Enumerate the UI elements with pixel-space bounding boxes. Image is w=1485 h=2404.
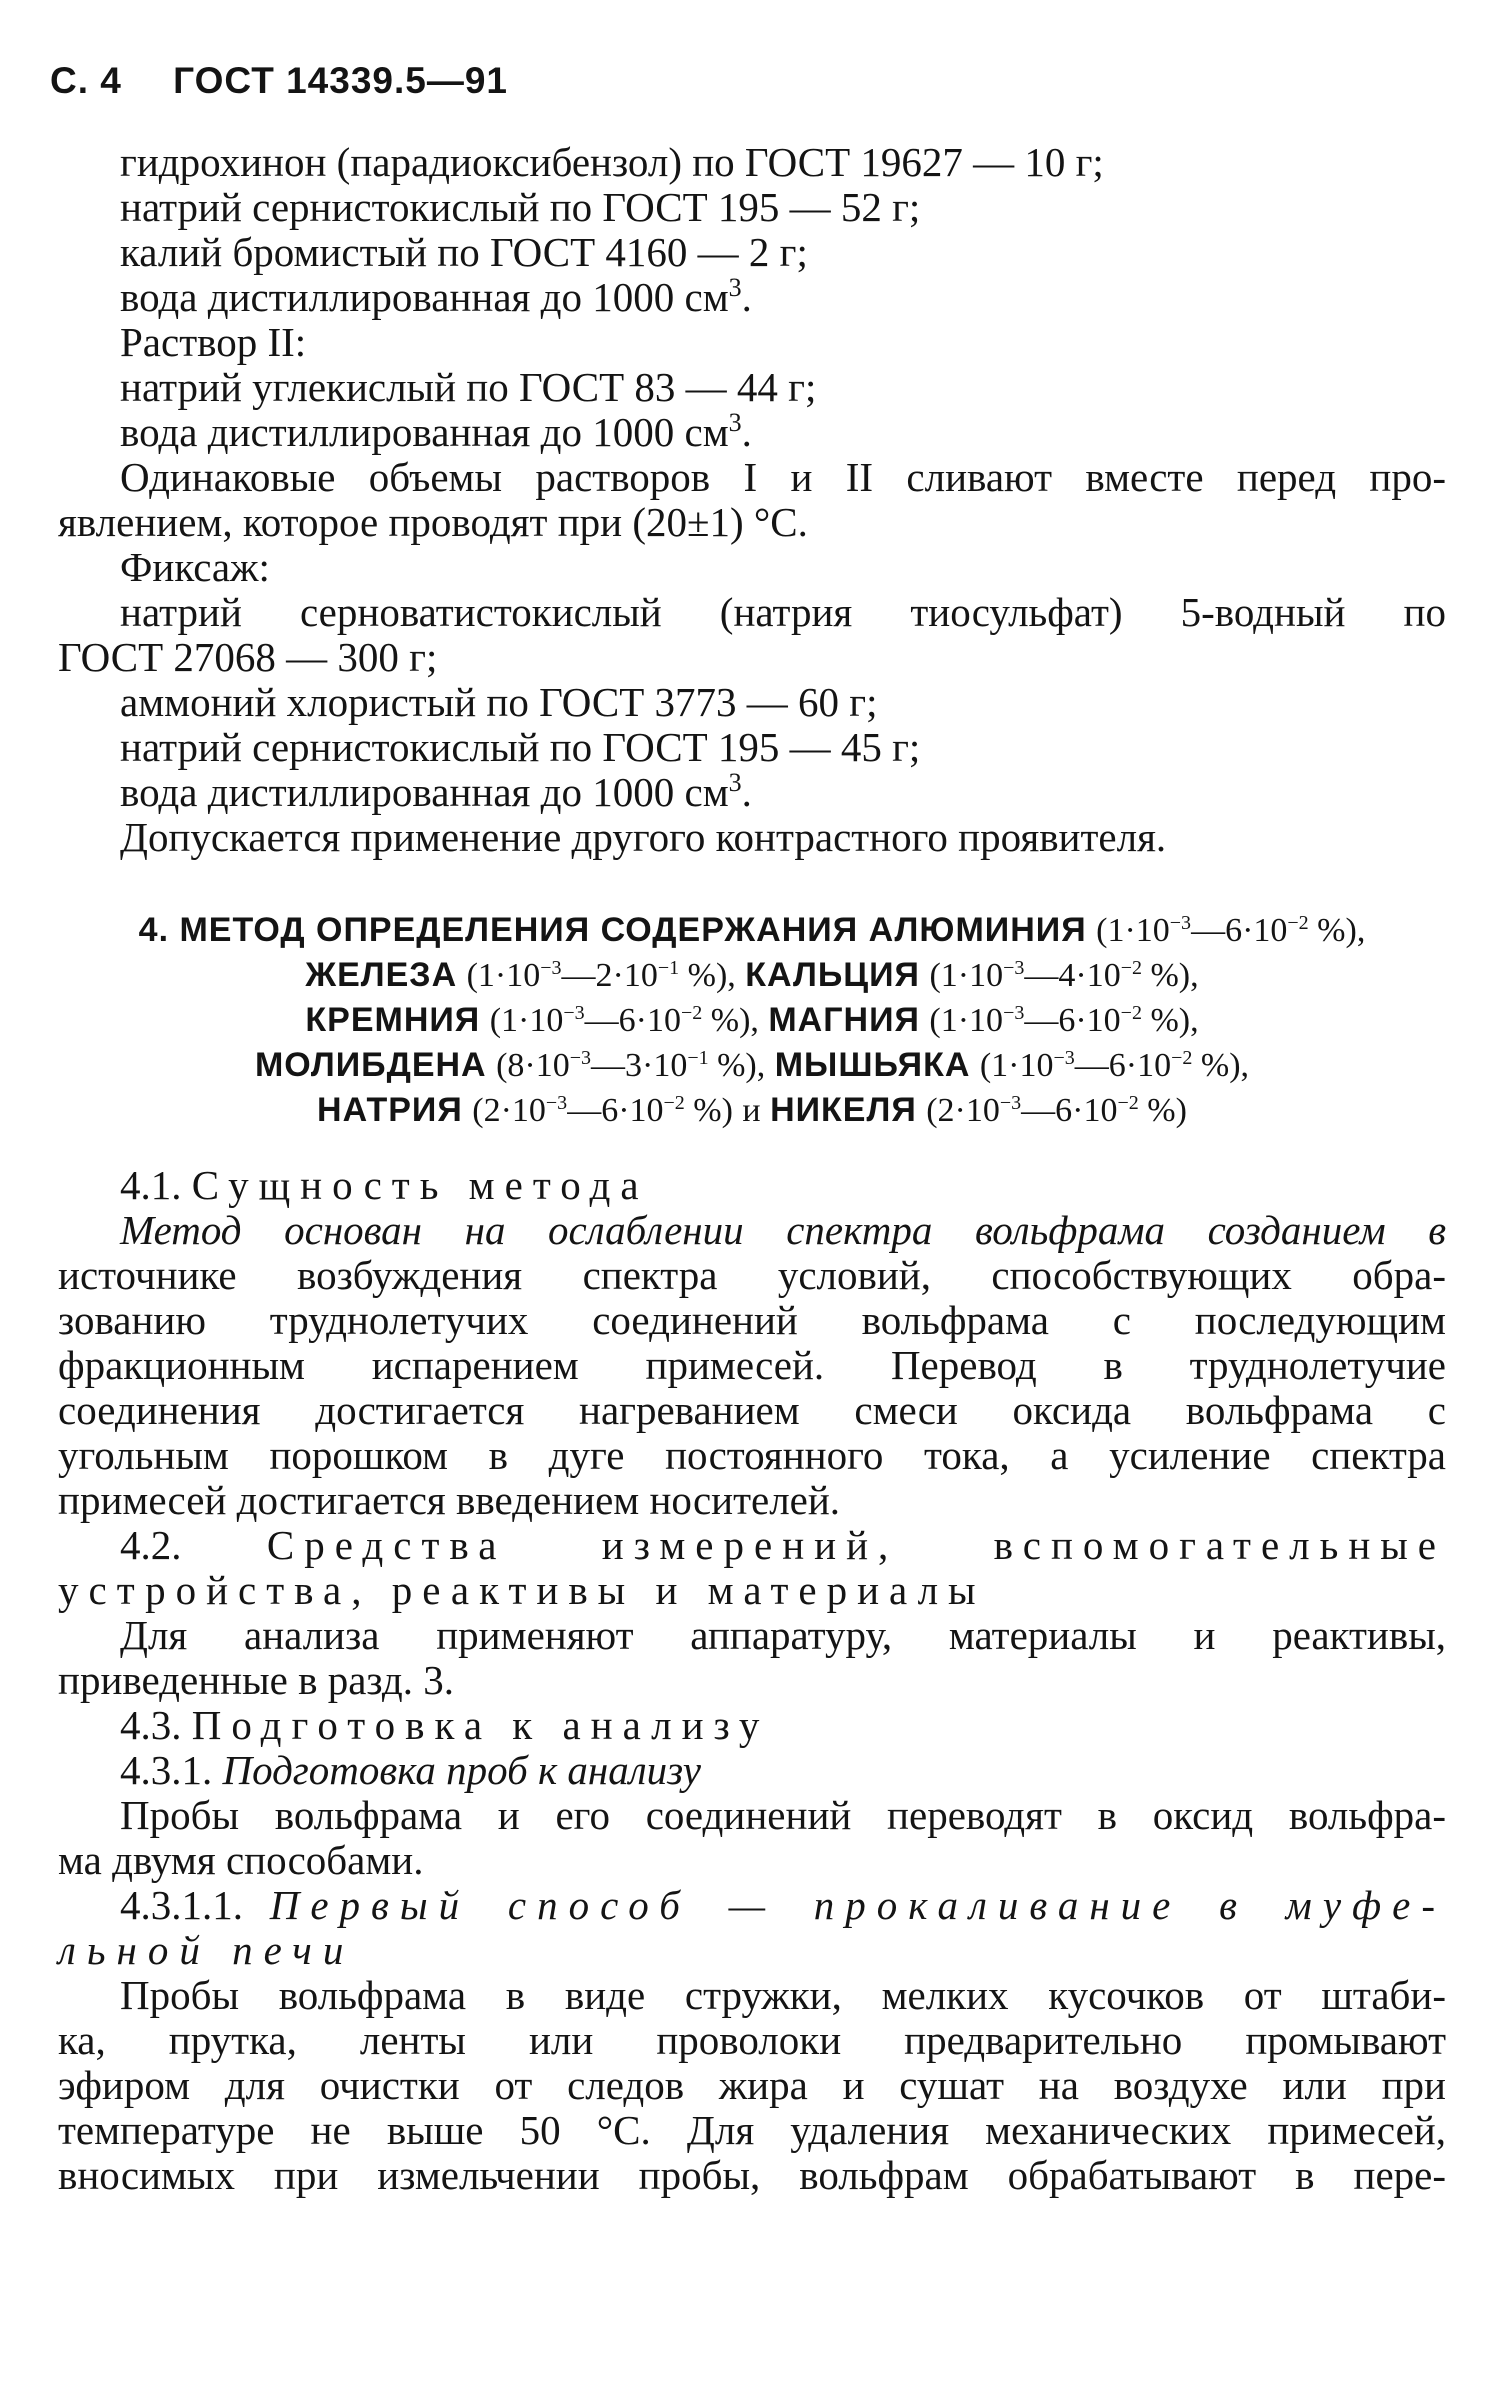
text-line: угольным порошком в дуге постоянного тока, а усиление спектра <box>58 1432 1446 1478</box>
heading-text: КРЕМНИЯ <box>305 1001 481 1039</box>
subsection-title: 4.2. Средства измерений, вспомогательные <box>120 1522 1447 1568</box>
text-line: соединения достигается нагреванием смеси оксида вольфрама с <box>58 1387 1446 1433</box>
period: . <box>741 769 752 815</box>
text-line: Для анализа применяют аппаратуру, материалы и реактивы, <box>120 1612 1446 1658</box>
text-line: натрий сернистокислый по ГОСТ 195 — 52 г; <box>120 184 921 230</box>
document-body <box>58 140 1446 2198</box>
heading-text: КАЛЬЦИЯ <box>745 956 920 994</box>
heading-range: ($1\cdot 10^{-3}—2\cdot 10^{-1}$ %), <box>466 957 736 994</box>
superscript: 3 <box>728 273 742 302</box>
text-line <box>58 410 1446 455</box>
heading-range: ($8\cdot 10^{-3}—3\cdot 10^{-1}$ %), <box>496 1047 766 1084</box>
text-segment: вода дистиллированная до 1000 см <box>120 769 729 815</box>
text-segment: вода дистиллированная до 1000 см <box>120 409 729 455</box>
superscript: 3 <box>728 408 742 437</box>
heading-range: ($2\cdot 10^{-3}—6\cdot 10^{-2}$ %) <box>926 1092 1187 1129</box>
heading-text: ЖЕЛЕЗА <box>305 956 458 994</box>
text-line: аммоний хлористый по ГОСТ 3773 — 60 г; <box>120 679 878 725</box>
heading-text: НАТРИЯ <box>317 1091 463 1129</box>
standard-number: ГОСТ 14339.5—91 <box>173 60 508 101</box>
text-line: Пробы вольфрама в виде стружки, мелких кусочков от штаби- <box>120 1972 1446 2018</box>
heading-text: МОЛИБДЕНА <box>254 1046 487 1084</box>
text-line <box>58 275 1446 320</box>
subsection-title: 4.3.1.1. Первый способ — прокаливание в муфе- <box>120 1882 1446 1928</box>
subsection-title: 4.1. Сущность метода <box>120 1162 649 1208</box>
heading-line <box>58 1088 1446 1133</box>
text-line: калий бромистый по ГОСТ 4160 — 2 г; <box>120 229 808 275</box>
text-line: Фиксаж: <box>120 544 270 590</box>
heading-line <box>58 953 1446 998</box>
text-line: зованию труднолетучих соединений вольфрама с последующим <box>58 1297 1446 1343</box>
heading-range: ($2\cdot 10^{-3}—6\cdot 10^{-2}$ %) <box>472 1092 733 1129</box>
heading-range: ($1\cdot 10^{-3}—6\cdot 10^{-2}$ %), <box>1096 912 1366 949</box>
heading-text: 4. МЕТОД ОПРЕДЕЛЕНИЯ СОДЕРЖАНИЯ АЛЮМИНИЯ <box>138 911 1087 949</box>
text-line: температуре не выше 50 °С. Для удаления механических примесей, <box>58 2107 1446 2153</box>
heading-range: ($1\cdot 10^{-3}—6\cdot 10^{-2}$ %), <box>489 1002 759 1039</box>
heading-line <box>58 1043 1446 1088</box>
heading-conjunction: и <box>742 1092 761 1129</box>
subsection-title: 4.3.1. Подготовка проб к анализу <box>120 1747 702 1793</box>
heading-range: ($1\cdot 10^{-3}—6\cdot 10^{-2}$ %), <box>979 1047 1250 1084</box>
text-line: Метод основан на ослаблении спектра вольфрама созданием в <box>120 1207 1446 1253</box>
page-number: С. 4 <box>50 60 122 101</box>
text-line: натрий сернистокислый по ГОСТ 195 — 45 г; <box>120 724 921 770</box>
text-line: Допускается применение другого контрастного проявителя. <box>120 814 1167 860</box>
text-segment: вода дистиллированная до 1000 см <box>120 274 729 320</box>
heading-text: МЫШЬЯКА <box>774 1046 971 1084</box>
heading-line <box>58 998 1446 1043</box>
text-line: примесей достигается введением носителей. <box>58 1477 841 1523</box>
text-line: ма двумя способами. <box>58 1837 424 1883</box>
text-line: вносимых при измельчении пробы, вольфрам обрабатывают в пере- <box>58 2152 1446 2198</box>
spacer <box>58 860 1446 908</box>
period: . <box>741 409 752 455</box>
spacer <box>58 1133 1446 1163</box>
text-line: Пробы вольфрама и его соединений переводят в оксид вольфра- <box>120 1792 1446 1838</box>
heading-text: МАГНИЯ <box>768 1001 920 1039</box>
superscript: 3 <box>728 768 742 797</box>
section-heading <box>58 908 1446 1133</box>
text-line: натрий серноватистокислый (натрия тиосульфат) 5-водный по <box>120 589 1446 635</box>
text-line: приведенные в разд. 3. <box>58 1657 454 1703</box>
text-line: источнике возбуждения спектра условий, способствующих обра- <box>58 1252 1446 1298</box>
heading-line <box>58 908 1446 953</box>
subsection-title: устройства, реактивы и материалы <box>58 1567 986 1613</box>
text-line: ГОСТ 27068 — 300 г; <box>58 634 438 680</box>
text-line: Раствор II: <box>120 319 307 365</box>
subsection-title: 4.3. Подготовка к анализу <box>120 1702 770 1748</box>
text-line <box>58 770 1446 815</box>
text-line: эфиром для очистки от следов жира и сушат на воздухе или при <box>58 2062 1446 2108</box>
heading-range: ($1\cdot 10^{-3}—4\cdot 10^{-2}$ %), <box>929 957 1199 994</box>
heading-range: ($1\cdot 10^{-3}—6\cdot 10^{-2}$ %), <box>929 1002 1199 1039</box>
text-line: гидрохинон (парадиоксибензол) по ГОСТ 19627 — 10 г; <box>120 139 1104 185</box>
page-header <box>50 60 508 102</box>
text-line: натрий углекислый по ГОСТ 83 — 44 г; <box>120 364 817 410</box>
text-line: ка, прутка, ленты или проволоки предварительно промывают <box>58 2017 1446 2063</box>
text-line: фракционным испарением примесей. Перевод в труднолетучие <box>58 1342 1446 1388</box>
period: . <box>741 274 752 320</box>
text-line: Одинаковые объемы растворов I и II сливают вместе перед про- <box>120 454 1446 500</box>
subsection-title: льной печи <box>58 1927 355 1973</box>
text-line: явлением, которое проводят при (20±1) °С. <box>58 499 808 545</box>
heading-text: НИКЕЛЯ <box>770 1091 917 1129</box>
